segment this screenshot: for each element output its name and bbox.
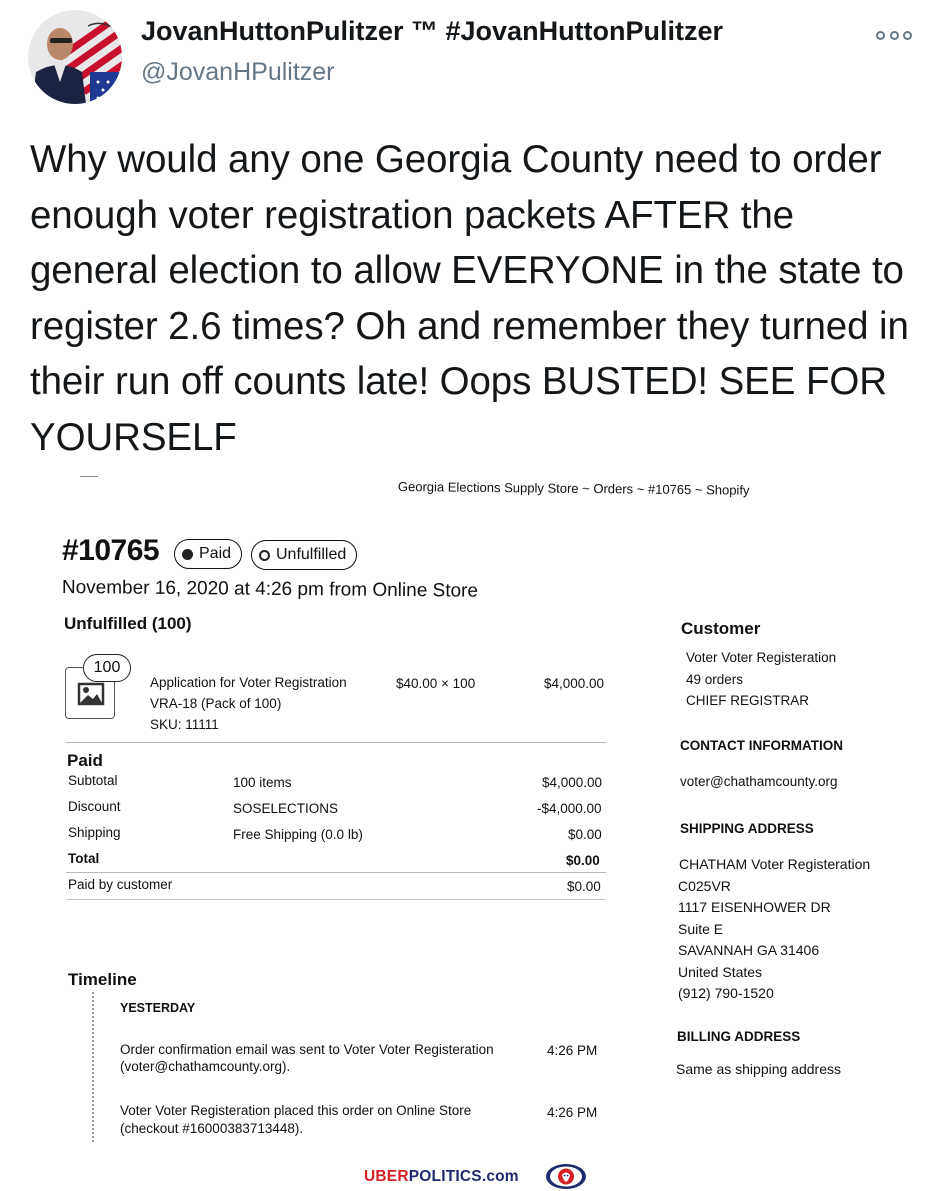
customer-heading: Customer [681, 619, 761, 638]
shipping-address-line: 1117 EISENHOWER DR [678, 899, 831, 915]
shipping-address-line: Suite E [678, 921, 724, 937]
shipping-label: Shipping [68, 825, 121, 840]
timeline-event-2-time: 4:26 PM [547, 1105, 598, 1120]
subtotal-label: Subtotal [68, 773, 118, 788]
shipping-amount: $0.00 [568, 827, 602, 842]
watermark [0, 1162, 940, 1191]
order-date: November 16, 2020 at 4:26 pm from Online Store [61, 577, 479, 602]
timeline-event-2-checkout: (checkout #16000383713448). [120, 1121, 304, 1136]
profile-photo-icon [28, 10, 122, 104]
billing-address-heading: BILLING ADDRESS [677, 1029, 801, 1044]
unfulfilled-badge [251, 540, 357, 570]
total-label: Total [68, 851, 100, 866]
tweet-text: Why would any one Georgia County need to order enough voter registration packets AFTER the general election to allow EVERYONE in the state to register 2.6 times? Oh and remember they turned in their run off counts late! Oops BUSTED! SEE FOR YOURSELF [30, 138, 909, 459]
paid-heading: Paid [67, 751, 103, 770]
timeline-rail [92, 992, 94, 1142]
lion-logo-icon [545, 1163, 587, 1190]
display-name[interactable]: JovanHuttonPulitzer ™ #JovanHuttonPulitzer [141, 16, 724, 46]
paid-badge [174, 539, 242, 569]
shipping-address-heading: SHIPPING ADDRESS [680, 821, 814, 836]
timeline-day-label: YESTERDAY [120, 1001, 196, 1015]
line-item-total: $4,000.00 [544, 676, 605, 691]
subtotal-detail: 100 items [233, 775, 292, 790]
paid-badge-label: Paid [199, 545, 232, 562]
discount-label: Discount [68, 799, 121, 814]
avatar[interactable] [28, 10, 122, 104]
quantity-badge: 100 [83, 654, 131, 682]
order-screenshot [0, 462, 940, 1162]
unfulfilled-badge-label: Unfulfilled [276, 546, 347, 563]
timeline-event-1-time: 4:26 PM [547, 1043, 598, 1058]
customer-email: voter@chathamcounty.org [680, 774, 838, 789]
customer-name: Voter Voter Registeration [686, 650, 837, 665]
user-handle[interactable]: @JovanHPulitzer [141, 58, 335, 86]
paid-by-customer-amount: $0.00 [567, 879, 601, 894]
shipping-address-line: C025VR [678, 878, 731, 894]
discount-code: SOSELECTIONS [233, 801, 339, 816]
paid-by-customer-label: Paid by customer [68, 877, 173, 892]
timeline-event-1-text: Order confirmation email was sent to Voter Voter Registeration [120, 1042, 494, 1057]
timeline-event-2-text: Voter Voter Registeration placed this order on Online Store [120, 1103, 472, 1118]
filled-dot-icon [182, 549, 193, 560]
shipping-address-line: United States [678, 964, 763, 980]
paid-divider [66, 899, 606, 900]
billing-address-text: Same as shipping address [676, 1061, 841, 1077]
scan-mark [80, 476, 98, 477]
order-number: #10765 [62, 534, 160, 567]
customer-title: CHIEF REGISTRAR [686, 693, 810, 708]
customer-order-count: 49 orders [686, 672, 744, 687]
shipping-address-line: SAVANNAH GA 31406 [678, 942, 820, 958]
more-options-icon[interactable] [876, 28, 912, 42]
line-item-name: Application for Voter Registration [150, 675, 347, 690]
ring-dot-icon [259, 550, 270, 561]
total-amount: $0.00 [566, 853, 600, 868]
shipping-address-phone: (912) 790-1520 [678, 985, 774, 1001]
timeline-heading: Timeline [68, 970, 137, 989]
total-divider [66, 872, 606, 873]
discount-amount: -$4,000.00 [537, 801, 602, 816]
unfulfilled-heading: Unfulfilled (100) [64, 614, 192, 633]
line-item-sku: SKU: 11111 [150, 717, 219, 732]
subtotal-amount: $4,000.00 [542, 775, 603, 790]
line-item-unit-price: $40.00 × 100 [396, 676, 476, 691]
watermark-text: UBERPOLITICS.com [364, 1168, 519, 1185]
timeline-event-1-email: (voter@chathamcounty.org). [120, 1059, 291, 1074]
shipping-detail: Free Shipping (0.0 lb) [233, 827, 363, 842]
line-item-variant: VRA-18 (Pack of 100) [150, 696, 282, 711]
contact-info-heading: CONTACT INFORMATION [680, 738, 843, 753]
shipping-address-line: CHATHAM Voter Registeration [679, 856, 871, 872]
document-header: Georgia Elections Supply Store ~ Orders ~ #10765 ~ Shopify [397, 479, 750, 498]
section-divider [66, 742, 606, 743]
